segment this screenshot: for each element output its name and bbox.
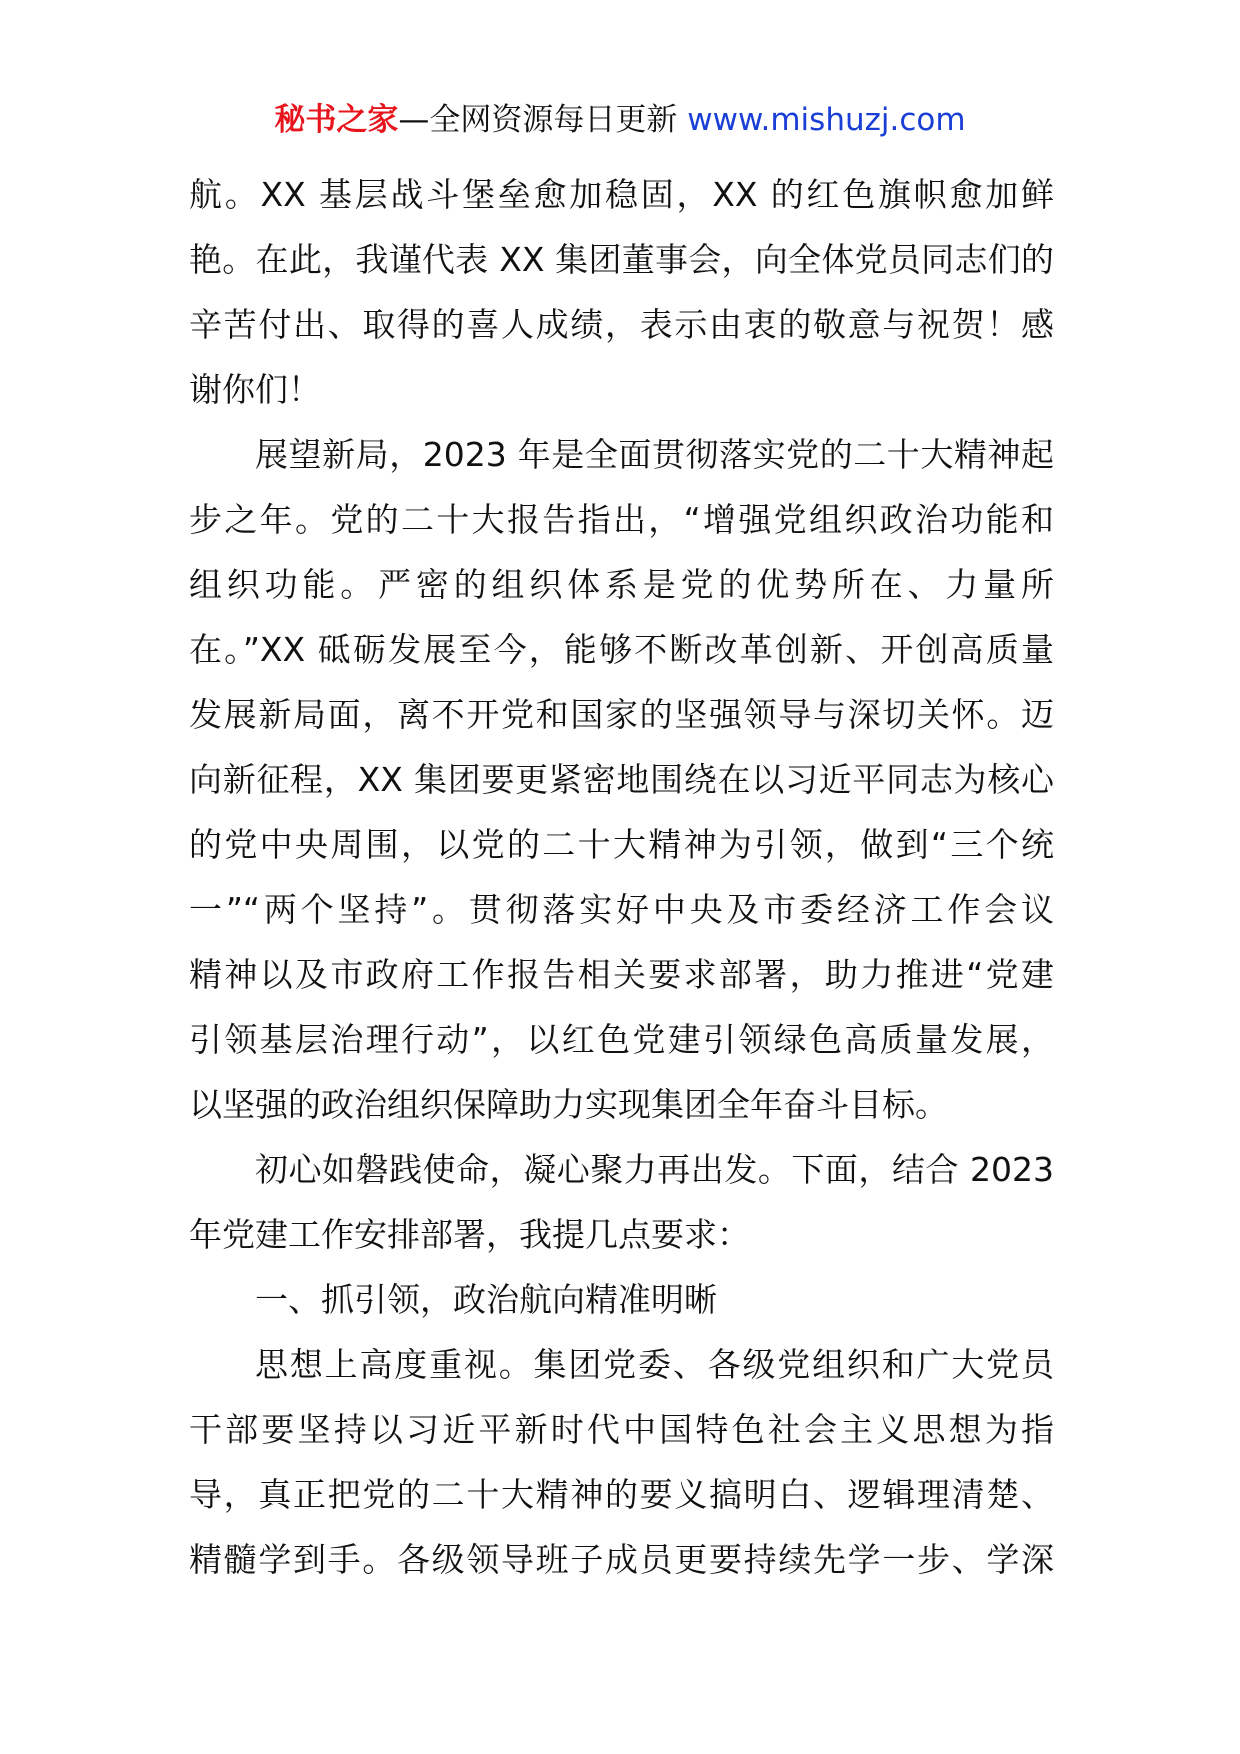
section-heading: 一、抓引领，政治航向精准明晰 (255, 1280, 717, 1319)
text-line: 年党建工作安排部署，我提几点要求： (189, 1215, 750, 1254)
document-body (189, 162, 1054, 1592)
text-line: 发展新局面，离不开党和国家的坚强领导与深切关怀。迈 (189, 695, 1054, 734)
text-line: 向新征程，XX 集团要更紧密地围绕在以习近平同志为核心 (189, 760, 1054, 799)
text-line: 精神以及市政府工作报告相关要求部署，助力推进“党建 (189, 955, 1054, 994)
text-line: 引领基层治理行动”，以红色党建引领绿色高质量发展， (189, 1020, 1054, 1059)
header-tagline: —全网资源每日更新 (398, 102, 688, 138)
text-line: 航。XX 基层战斗堡垒愈加稳固，XX 的红色旗帜愈加鲜 (189, 175, 1054, 214)
text-line: 组织功能。严密的组织体系是党的优势所在、力量所 (189, 565, 1054, 604)
text-line: 的党中央周围，以党的二十大精神为引领，做到“三个统 (189, 825, 1054, 864)
text-line: 精髓学到手。各级领导班子成员更要持续先学一步、学深 (189, 1540, 1054, 1579)
text-line: 展望新局，2023 年是全面贯彻落实党的二十大精神起 (255, 435, 1054, 474)
text-line: 导，真正把党的二十大精神的要义搞明白、逻辑理清楚、 (189, 1475, 1054, 1514)
text-line: 辛苦付出、取得的喜人成绩，表示由衷的敬意与祝贺！感 (189, 305, 1054, 344)
site-url: www.mishuzj.com (687, 102, 966, 138)
text-line: 一”“两个坚持”。贯彻落实好中央及市委经济工作会议 (189, 890, 1054, 929)
text-line: 干部要坚持以习近平新时代中国特色社会主义思想为指 (189, 1410, 1054, 1449)
text-line: 在。”XX 砥砺发展至今，能够不断改革创新、开创高质量 (189, 630, 1054, 669)
text-line: 谢你们！ (189, 370, 321, 409)
brand-name: 秘书之家 (274, 102, 399, 138)
text-line: 步之年。党的二十大报告指出，“增强党组织政治功能和 (189, 500, 1054, 539)
text-line: 初心如磐践使命，凝心聚力再出发。下面，结合 2023 (255, 1150, 1054, 1189)
text-line: 艳。在此，我谨代表 XX 集团董事会，向全体党员同志们的 (189, 240, 1054, 279)
page-header (0, 98, 1240, 142)
text-line: 以坚强的政治组织保障助力实现集团全年奋斗目标。 (189, 1085, 948, 1124)
text-line: 思想上高度重视。集团党委、各级党组织和广大党员 (255, 1345, 1054, 1384)
